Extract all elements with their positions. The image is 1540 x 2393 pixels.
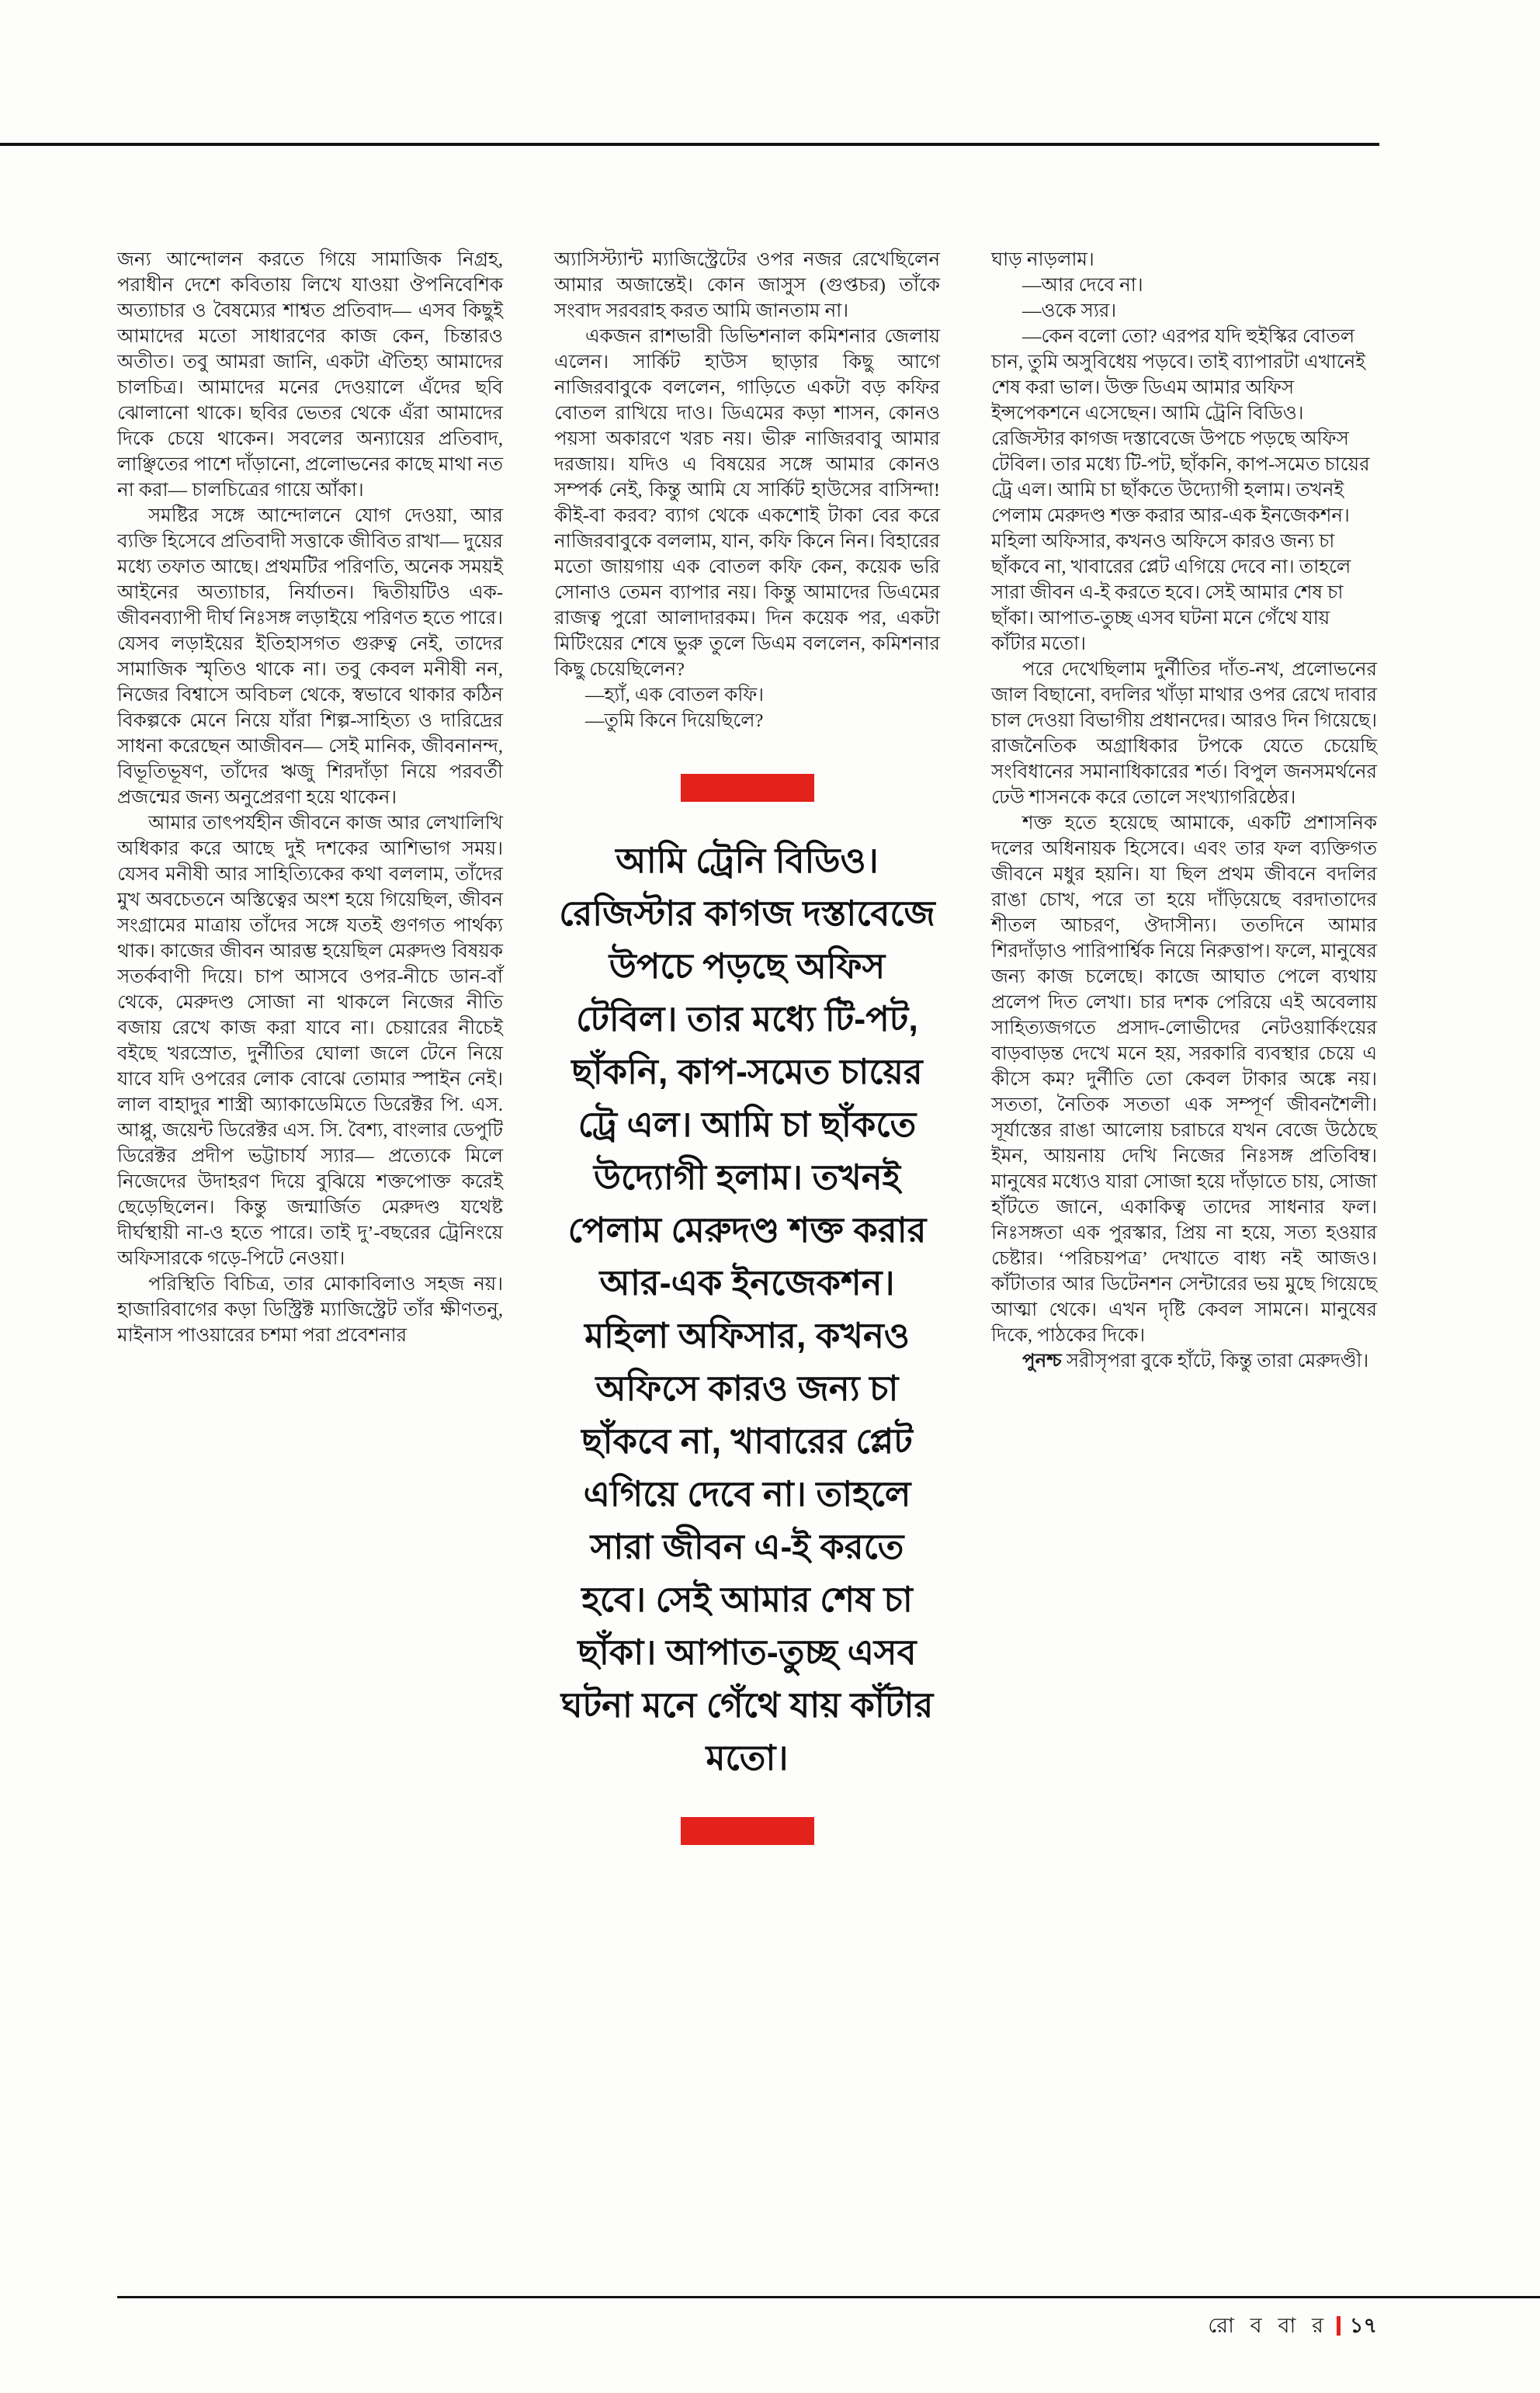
pull-quote bbox=[554, 774, 940, 1845]
column-middle bbox=[554, 247, 940, 1845]
paragraph: শক্ত হতে হয়েছে আমাকে, একটি প্রশাসনিক দলের অধিনায়ক হিসেবে। এবং তার ফল ব্যক্তিগত জীবনে মধুর হয়নি। যা ছিল প্রথম জীবনে বদলির রাঙা চোখ, পরে তা হয়ে দাঁড়িয়েছে বরদাতাদের শীতল আচরণ, ঔদাসীন্য। ততদিনে আমার শিরদাঁড়াও পারিপার্শ্বিক নিয়ে নিরুত্তাপ। ফলে, মানুষের জন্য কাজ চলেছে। কাজে আঘাত পেলে ব্যথায় প্রলেপ দিত লেখা। চার দশক পেরিয়ে এই অবেলায় সাহিত্যজগতে প্রসাদ-লোভীদের নেটওয়ার্কিংয়ের বাড়বাড়ন্ত দেখে মনে হয়, সরকারি ব্যবস্থার চেয়ে এ কীসে কম? দুর্নীতি তো কেবল টাকার অঙ্কে নয়। সততা, নৈতিক সততা এক সম্পূর্ণ জীবনশৈলী। সূর্যাস্তের রাঙা আলোয় চরাচরে যখন বেজে উঠেছে ইমন, আয়নায় দেখি নিজের নিঃসঙ্গ প্রতিবিম্ব। মানুষের মধ্যেও যারা সোজা হয়ে দাঁড়াতে চায়, সোজা হাঁটতে জানে, একাকিত্ব তাদের সাধনার ফল। নিঃসঙ্গতা এক পুরস্কার, প্রিয় না হয়ে, সত্য হওয়ার চেষ্টার। ‘পরিচয়পত্র’ দেখাতে বাধ্য নই আজও। কাঁটাতার আর ডিটেনশন সেন্টারের ভয় মুছে গিয়েছে আত্মা থেকে। এখন দৃষ্টি কেবল সামনে। মানুষের দিকে, পাঠকের দিকে। bbox=[991, 813, 1377, 1346]
paragraph: —আর দেবে না। bbox=[1022, 275, 1143, 296]
pull-quote-bottom-bar bbox=[681, 1817, 814, 1845]
top-rule bbox=[0, 143, 1379, 146]
paragraph: —হ্যাঁ, এক বোতল কফি। bbox=[585, 685, 764, 706]
bottom-rule bbox=[117, 2296, 1540, 2298]
magazine-brand: রো ব বা র bbox=[1208, 2314, 1329, 2337]
paragraph: একজন রাশভারী ডিভিশনাল কমিশনার জেলায় এলেন। সার্কিট হাউস ছাড়ার কিছু আগে নাজিরবাবুকে বললেন, গাড়িতে একটা বড় কফির বোতল রাখিয়ে দাও। ডিএমের কড়া শাসন, কোনও পয়সা অকারণে খরচ নয়। ভীরু নাজিরবাবু আমার দরজায়। যদিও এ বিষয়ের সঙ্গে আমার কোনও সম্পর্ক নেই, কিন্তু আমি যে সার্কিট হাউসের বাসিন্দা! কীই-বা করব? ব্যাগ থেকে একশোই টাকা বের করে নাজিরবাবুকে বললাম, যান, কফি কিনে নিন। বিহারের মতো জায়গায় এক বোতল কফি কেন, কয়েক ভরি সোনাও তেমন ব্যাপার নয়। কিন্তু আমাদের ডিএমের রাজত্ব পুরো আলাদারকম। দিন কয়েক পর, একটা মিটিংয়ের শেষে ভুরু তুলে ডিএম বললেন, কমিশনার কিছু চেয়েছিলেন? bbox=[554, 326, 940, 680]
article-body bbox=[117, 247, 1377, 1845]
paragraph: —কেন বলো তো? এরপর যদি হুইস্কির বোতল চান, তুমি অসুবিধেয় পড়বে। তাই ব্যাপারটা এখানেই শেষ করা ভাল। উক্ত ডিএম আমার অফিস ইন্সপেকশনে এসেছেন। আমি ট্রেনি বিডিও। রেজিস্টার কাগজ দস্তাবেজে উপচে পড়ছে অফিস টেবিল। তার মধ্যে টি-পট, ছাঁকনি, কাপ-সমেত চায়ের ট্রে এল। আমি চা ছাঁকতে উদ্যোগী হলাম। তখনই পেলাম মেরুদণ্ড শক্ত করার আর-এক ইনজেকশন। মহিলা অফিসার, কখনও অফিসে কারও জন্য চা ছাঁকবে না, খাবারের প্লেট এগিয়ে দেবে না। তাহলে সারা জীবন এ-ই করতে হবে। সেই আমার শেষ চা ছাঁকা। আপাত-তুচ্ছ এসব ঘটনা মনে গেঁথে যায় কাঁটার মতো। bbox=[991, 326, 1370, 654]
paragraph: —ওকে স্যর। bbox=[1022, 300, 1117, 321]
footer-red-separator bbox=[1337, 2316, 1341, 2336]
page-number: ১৭ bbox=[1349, 2314, 1377, 2337]
paragraph-lead: পুনশ্চ bbox=[1022, 1351, 1067, 1372]
column-left bbox=[117, 247, 503, 1845]
paragraph: পুনশ্চ সরীসৃপরা বুকে হাঁটে, কিন্তু তারা মেরুদণ্ডী। bbox=[1022, 1351, 1369, 1372]
column-right bbox=[991, 247, 1377, 1845]
paragraph: সমষ্টির সঙ্গে আন্দোলনে যোগ দেওয়া, আর ব্যক্তি হিসেবে প্রতিবাদী সত্তাকে জীবিত রাখা— দুয়ের মধ্যে তফাত আছে। প্রথমটির পরিণতি, অনেক সময়ই আইনের অত্যাচার, নির্যাতন। দ্বিতীয়টিও এক-জীবনব্যাপী দীর্ঘ নিঃসঙ্গ লড়াইয়ে পরিণত হতে পারে। যেসব লড়াইয়ের ইতিহাসগত গুরুত্ব নেই, তাদের সামাজিক স্মৃতিও থাকে না। তবু কেবল মনীষী নন, নিজের বিশ্বাসে অবিচল থেকে, স্বভাবে থাকার কঠিন বিকল্পকে মেনে নিয়ে যাঁরা শিল্প-সাহিত্য ও দারিদ্রের সাধনা করেছেন আজীবন— সেই মানিক, জীবনানন্দ, বিভূতিভূষণ, তাঁদের ঋজু শিরদাঁড়া নিয়ে পরবর্তী প্রজন্মের জন্য অনুপ্রেরণা হয়ে থাকেন। bbox=[117, 505, 503, 808]
column-middle-paragraphs bbox=[554, 247, 940, 734]
paragraph: —তুমি কিনে দিয়েছিলে? bbox=[585, 710, 764, 731]
paragraph: জন্য আন্দোলন করতে গিয়ে সামাজিক নিগ্রহ, পরাধীন দেশে কবিতায় লিখে যাওয়া ঔপনিবেশিক অত্যাচার ও বৈষম্যের শাশ্বত প্রতিবাদ— এসব কিছুই আমাদের মতো সাধারণের কাজ কেন, চিন্তারও অতীত। তবু আমরা জানি, একটা ঐতিহ্য আমাদের চালচিত্র। আমাদের মনের দেওয়ালে এঁদের ছবি ঝোলানো থাকে। ছবির ভেতর থেকে এঁরা আমাদের দিকে চেয়ে থাকেন। সবলের অন্যায়ের প্রতিবাদ, লাঞ্ছিতের পাশে দাঁড়ানো, প্রলোভনের কাছে মাথা নত না করা— চালচিত্রের গায়ে আঁকা। bbox=[117, 249, 503, 501]
paragraph: অ্যাসিস্ট্যান্ট ম্যাজিস্ট্রেটের ওপর নজর রেখেছিলেন আমার অজান্তেই। কোন জাসুস (গুপ্তচর) তাঁকে সংবাদ সরবরাহ করত আমি জানতাম না। bbox=[554, 249, 940, 321]
paragraph: আমার তাৎপর্যহীন জীবনে কাজ আর লেখালিখি অধিকার করে আছে দুই দশকের আশিভাগ সময়। যেসব মনীষী আর সাহিত্যিকের কথা বললাম, তাঁদের মুখ অবচেতনে অস্তিত্বের অংশ হয়ে গিয়েছিল, জীবন সংগ্রামের মাত্রায় তাঁদের সঙ্গে যতই গুণগত পার্থক্য থাক। কাজের জীবন আরম্ভ হয়েছিল মেরুদণ্ড বিষয়ক সতর্কবাণী দিয়ে। চাপ আসবে ওপর-নীচে ডান-বাঁ থেকে, মেরুদণ্ড সোজা না থাকলে নিজের নীতি বজায় রেখে কাজ করা যাবে না। চেয়ারের নীচেই বইছে খরস্রোত, দুর্নীতির ঘোলা জলে টেনে নিয়ে যাবে যদি ওপরের লোক বোঝে তোমার স্পাইন নেই। লাল বাহাদুর শাস্ত্রী অ্যাকাডেমিতে ডিরেক্টর পি. এস. আপ্পু, জয়েন্ট ডিরেক্টর এস. সি. বৈশ্য, বাংলার ডেপুটি ডিরেক্টর প্রদীপ ভট্টাচার্য স্যার— প্রত্যেকে মিলে নিজেদের উদাহরণ দিয়ে বুঝিয়ে শক্তপোক্ত করেই ছেড়েছিলেন। কিন্তু জন্মার্জিত মেরুদণ্ড যথেষ্ট দীর্ঘস্থায়ী না-ও হতে পারে। তাই দু’-বছরের ট্রেনিংয়ে অফিসারকে গড়ে-পিটে নেওয়া। bbox=[117, 813, 503, 1269]
paragraph: পরে দেখেছিলাম দুর্নীতির দাঁত-নখ, প্রলোভনের জাল বিছানো, বদলির খাঁড়া মাথার ওপর রেখে দাবার চাল দেওয়া বিভাগীয় প্রধানদের। আরও দিন গিয়েছে। রাজনৈতিক অগ্রাধিকার টপকে যেতে চেয়েছি সংবিধানের সমানাধিকারের শর্ত। বিপুল জনসমর্থনের ঢেউ শাসনকে করে তোলে সংখ্যাগরিষ্ঠের। bbox=[991, 659, 1377, 808]
pull-quote-top-bar bbox=[681, 774, 814, 802]
pull-quote-text: আমি ট্রেনি বিডিও। রেজিস্টার কাগজ দস্তাবেজে উপচে পড়ছে অফিস টেবিল। তার মধ্যে টি-পট, ছাঁকনি, কাপ-সমেত চায়ের ট্রে এল। আমি চা ছাঁকতে উদ্যোগী হলাম। তখনই পেলাম মেরুদণ্ড শক্ত করার আর-এক ইনজেকশন। মহিলা অফিসার, কখনও অফিসে কারও জন্য চা ছাঁকবে না, খাবারের প্লেট এগিয়ে দেবে না। তাহলে সারা জীবন এ-ই করতে হবে। সেই আমার শেষ চা ছাঁকা। আপাত-তুচ্ছ এসব ঘটনা মনে গেঁথে যায় কাঁটার মতো। bbox=[559, 841, 935, 1777]
paragraph: পরিস্থিতি বিচিত্র, তার মোকাবিলাও সহজ নয়। হাজারিবাগের কড়া ডিস্ট্রিক্ট ম্যাজিস্ট্রেট তাঁর ক্ষীণতনু, মাইনাস পাওয়ারের চশমা পরা প্রবেশনার bbox=[117, 1274, 503, 1346]
paragraph: ঘাড় নাড়লাম। bbox=[991, 249, 1094, 270]
page-footer bbox=[117, 2310, 1377, 2345]
